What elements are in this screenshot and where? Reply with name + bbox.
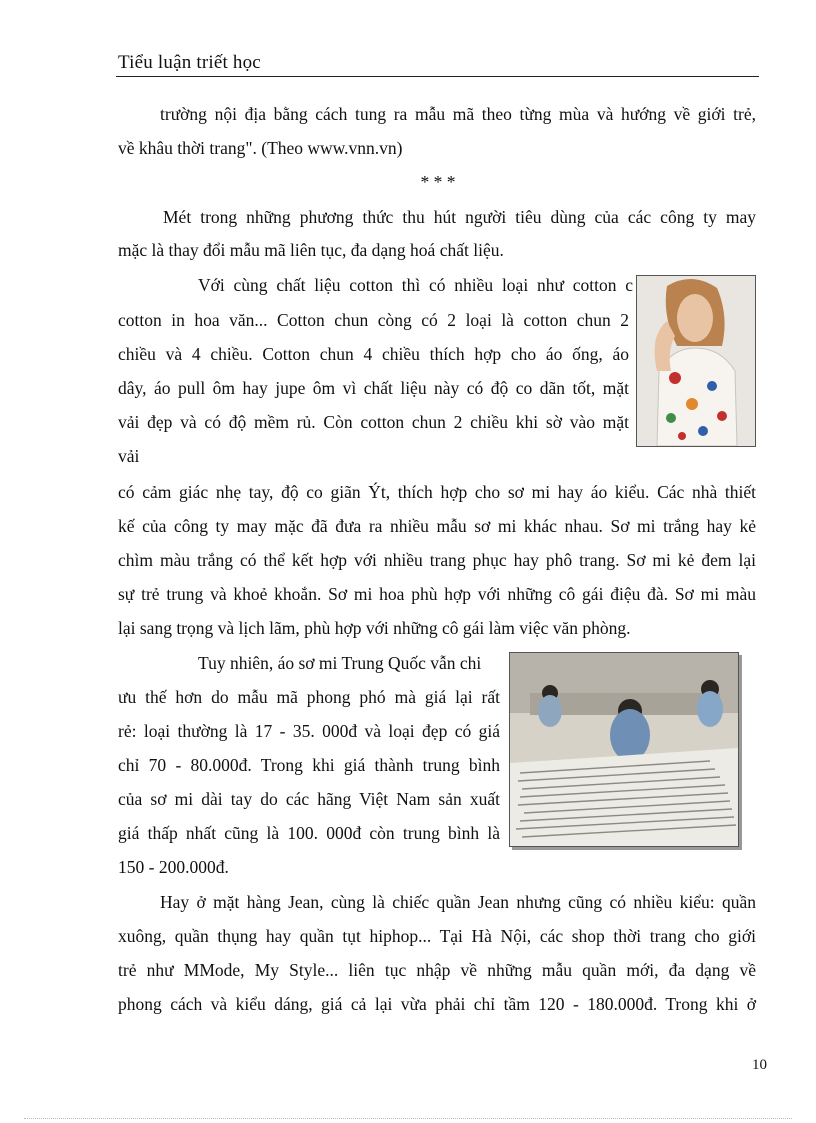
- text-line-25: trẻ như MMode, My Style... liên tục nhập về những mẫu quần mới, đa dạng về: [118, 960, 756, 980]
- text-line-11: có cảm giác nhẹ tay, độ co giãn Ýt, thích hợp cho sơ mi hay áo kiểu. Các nhà thiết: [118, 482, 756, 502]
- text-line-19: chỉ 70 - 80.000đ. Trong khi giá thành trung bình: [118, 755, 500, 775]
- woman-floral-shirt-image: [637, 276, 755, 446]
- text-line-1: trường nội địa bằng cách tung ra mẫu mã theo từng mùa và hướng về giới trẻ,: [160, 104, 756, 124]
- text-line-5: Với cùng chất liệu cotton thì có nhiều loại như cotton c: [198, 275, 633, 295]
- text-line-6: cotton in hoa văn... Cotton chun còng có 2 loại là cotton chun 2: [118, 310, 629, 330]
- garment-factory-image: [510, 653, 738, 846]
- text-line-23: Hay ở mặt hàng Jean, cùng là chiếc quần Jean nhưng cũng có nhiều kiểu: quần: [160, 892, 756, 912]
- garment-factory-photo: [509, 652, 739, 847]
- page-bottom-border: [24, 1118, 792, 1119]
- text-line-2: về khâu thời trang". (Theo www.vnn.vn): [118, 138, 403, 158]
- text-line-21: giá thấp nhất cũng là 100. 000đ còn trung bình là: [118, 823, 500, 843]
- text-line-18: rẻ: loại thường là 17 - 35. 000đ và loại đẹp có giá: [118, 721, 500, 741]
- page-header-title: Tiểu luận triết học: [118, 52, 261, 73]
- text-line-15: lại sang trọng và lịch lãm, phù hợp với những cô gái làm việc văn phòng.: [118, 618, 631, 638]
- section-separator: * * *: [420, 172, 456, 192]
- text-line-10: vải: [118, 446, 140, 466]
- header-rule: [116, 76, 759, 77]
- text-line-7: chiều và 4 chiều. Cotton chun 4 chiều thích hợp cho áo ống, áo: [118, 344, 629, 364]
- text-line-9: vải đẹp và có độ mềm rủ. Còn cotton chun 2 chiều khi sờ vào mặt: [118, 412, 629, 432]
- text-line-3: Mét trong những phương thức thu hút người tiêu dùng của các công ty may: [163, 207, 756, 227]
- page-number: 10: [752, 1057, 767, 1073]
- text-line-26: phong cách và kiểu dáng, giá cả lại vừa phải chỉ tầm 120 - 180.000đ. Trong khi ở: [118, 994, 756, 1014]
- woman-floral-shirt-photo: [636, 275, 756, 447]
- text-line-17: ưu thế hơn do mẫu mã phong phó mà giá lại rất: [118, 687, 500, 707]
- text-line-14: sự trẻ trung và khoẻ khoắn. Sơ mi hoa phù hợp với những cô gái điệu đà. Sơ mi màu: [118, 584, 756, 604]
- text-line-20: của sơ mi dài tay do các hãng Việt Nam sản xuất: [118, 789, 500, 809]
- text-line-13: chìm màu trắng có thể kết hợp với nhiều trang phục hay phô trang. Sơ mi kẻ đem lại: [118, 550, 756, 570]
- text-line-22: 150 - 200.000đ.: [118, 857, 229, 877]
- text-line-4: mặc là thay đổi mẫu mã liên tục, đa dạng hoá chất liệu.: [118, 240, 504, 260]
- text-line-8: dây, áo pull ôm hay jupe ôm vì chất liệu này có độ co dãn tốt, mặt: [118, 378, 629, 398]
- text-line-12: kế của công ty may mặc đã đưa ra nhiều mẫu sơ mi khác nhau. Sơ mi trắng hay kẻ: [118, 516, 756, 536]
- text-line-16: Tuy nhiên, áo sơ mi Trung Quốc vẫn chi: [198, 653, 482, 673]
- text-line-24: xuông, quần thụng hay quần tụt hiphop... Tại Hà Nội, các shop thời trang cho giới: [118, 926, 756, 946]
